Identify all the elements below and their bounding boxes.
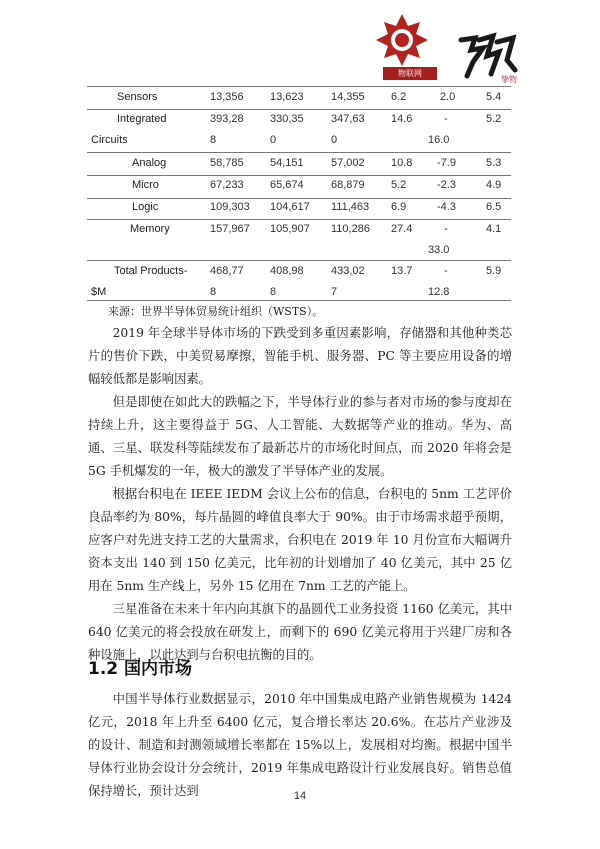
table-cell: 13,623 — [270, 91, 304, 103]
table-cell: 13.7 — [391, 265, 413, 277]
row-label-analog: Analog — [132, 157, 167, 169]
table-cell: 330,35 — [270, 113, 304, 125]
table-cell: 67,233 — [210, 179, 244, 191]
table-source-note: 来源：世界半导体贸易统计组织（WSTS）。 — [108, 305, 324, 318]
table-cell: 8 — [270, 286, 277, 298]
table-cell: 6.2 — [391, 91, 407, 103]
table-rule — [87, 219, 511, 220]
table-cell: 0 — [270, 134, 277, 146]
row-label-memory: Memory — [130, 223, 170, 235]
table-cell: 54,151 — [270, 157, 304, 169]
paragraph: 三星准备在未来十年内向其旗下的晶圆代工业务投资 1160 亿美元，其中 640 亿美元的将会投放在研发上，而剩下的 690 亿美元将用于兴建厂房和各种设施上，以此达到与台积电抗衡的目的。 — [88, 602, 512, 662]
row-label-circuits: Circuits — [91, 134, 128, 146]
paragraph: 2019 年全球半导体市场的下跌受到多重因素影响，存储器和其他种类芯片的售价下跌，中美贸易摩擦，智能手机、服务器、PC 等主要应用设备的增幅较低都是影响因素。 — [88, 326, 512, 386]
table-rule — [87, 175, 511, 176]
table-cell: - — [444, 223, 448, 235]
table-cell: 68,879 — [331, 179, 365, 191]
table-cell: 13,356 — [210, 91, 244, 103]
paragraph: 根据台积电在 IEEE IEDM 会议上公布的信息，台积电的 5nm 工艺评价良品率约为 80%，每片晶圆的峰值良率大于 90%。由于市场需求超乎预期，应客户对先进支持工艺的大量需求，台积电在 2019 年 10 月份宣布大幅调升资本支出 140 到 150 亿美元，比年初的计划增加了 40 亿美元，其中 25 亿用在 5nm 生产线上，另外 15 亿用在 7nm 工艺的产能上。 — [88, 487, 512, 593]
table-cell: 12.8 — [428, 286, 450, 298]
table-cell: 6.5 — [486, 201, 502, 213]
table-cell: 58,785 — [210, 157, 244, 169]
row-label-total-products: Total Products- — [114, 265, 188, 277]
table-cell: 57,002 — [331, 157, 365, 169]
table-cell: 110,286 — [331, 223, 370, 235]
table-cell: 27.4 — [391, 223, 413, 235]
row-label-sensors: Sensors — [117, 91, 158, 103]
table-cell: -4.3 — [437, 201, 456, 213]
table-cell: 14,355 — [331, 91, 365, 103]
table-cell: 8 — [210, 286, 217, 298]
table-cell: 65,674 — [270, 179, 304, 191]
table-cell: 408,98 — [270, 265, 304, 277]
row-label-micro: Micro — [132, 179, 159, 191]
table-cell: 5.3 — [486, 157, 502, 169]
body-text-block — [88, 322, 512, 667]
row-label-usd-m: $M — [91, 286, 107, 298]
table-rule — [87, 198, 511, 199]
table-cell: 33.0 — [428, 244, 450, 256]
market-table — [0, 0, 600, 320]
table-cell: 393,28 — [210, 113, 244, 125]
table-cell: - — [444, 113, 448, 125]
table-bottom-rule — [87, 300, 511, 301]
table-cell: 111,463 — [331, 201, 370, 213]
table-cell: 0 — [331, 134, 338, 146]
table-rule — [87, 109, 511, 110]
section-heading: 1.2 国内市场 — [88, 659, 193, 679]
table-top-rule — [87, 86, 511, 87]
table-cell: 14.6 — [391, 113, 413, 125]
row-label-integrated: Integrated — [117, 113, 167, 125]
table-cell: 16.0 — [428, 134, 450, 146]
table-cell: 5.2 — [391, 179, 407, 191]
section-body — [88, 688, 512, 803]
page-number: 14 — [293, 790, 307, 802]
iot-library-caption: 物联网 — [383, 67, 437, 80]
table-rule — [87, 260, 511, 261]
table-cell: -7.9 — [437, 157, 456, 169]
table-cell: 5.2 — [486, 113, 502, 125]
table-cell: 4.1 — [486, 223, 502, 235]
table-cell: 347,63 — [331, 113, 365, 125]
table-cell: 109,303 — [210, 201, 250, 213]
table-cell: -2.3 — [437, 179, 456, 191]
table-cell: 433,02 — [331, 265, 365, 277]
table-cell: 2.0 — [440, 91, 456, 103]
table-cell: 468,77 — [210, 265, 244, 277]
table-cell: - — [444, 265, 448, 277]
svg-text:挚物: 挚物 — [501, 75, 517, 84]
table-cell: 10.8 — [391, 157, 413, 169]
table-cell: 8 — [210, 134, 217, 146]
table-cell: 157,967 — [210, 223, 250, 235]
table-cell: 4.9 — [486, 179, 502, 191]
table-cell: 5.4 — [486, 91, 502, 103]
table-cell: 6.9 — [391, 201, 407, 213]
paragraph: 中国半导体行业数据显示，2010 年中国集成电路产业销售规模为 1424 亿元，2018 年上升至 6400 亿元，复合增长率达 20.6%。在芯片产业涉及的设计、制造和封测领域增长率都在 15%以上，发展相对均衡。根据中国半导体行业协会设计分会统计，2019 年集成电路设计行业发展良好。销售总值保持增长，预计达到 — [88, 692, 512, 798]
table-cell: 104,617 — [270, 201, 310, 213]
row-label-logic: Logic — [132, 201, 159, 213]
paragraph: 但是即使在如此大的跌幅之下，半导体行业的参与者对市场的参与度却在持续上升，这主要得益于 5G、人工智能、大数据等产业的推动。华为、高通、三星、联发科等陆续发布了最新芯片的市场化时间点，而 2020 年将会是 5G 手机爆发的一年，极大的激发了半导体产业的发展。 — [88, 395, 512, 478]
table-cell: 7 — [331, 286, 338, 298]
table-cell: 105,907 — [270, 223, 310, 235]
table-rule — [87, 152, 511, 153]
table-cell: 5.9 — [486, 265, 502, 277]
